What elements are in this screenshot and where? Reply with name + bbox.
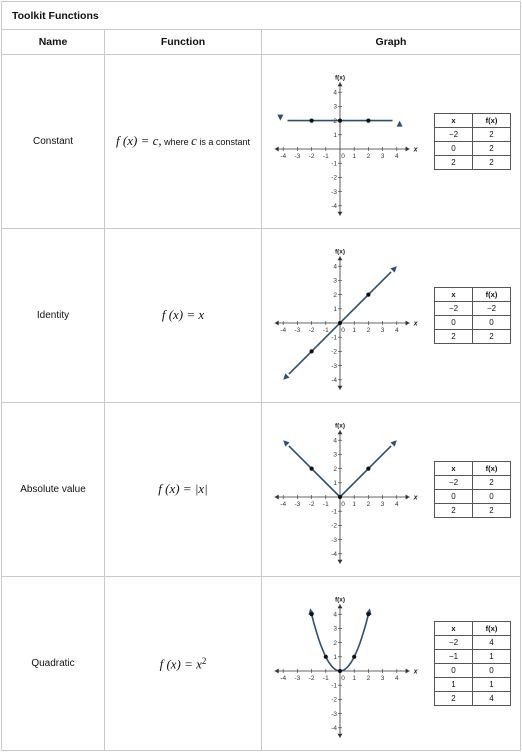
table-row	[2, 55, 521, 229]
values-table	[434, 621, 511, 706]
data-point	[310, 118, 314, 122]
x-tick-label: 3	[380, 326, 385, 334]
x-axis-arrow	[275, 146, 279, 151]
y-tick-label: 4	[333, 611, 337, 618]
x-axis-arrow	[406, 494, 410, 499]
values-row	[435, 692, 511, 706]
x-tick-label: -1	[322, 152, 329, 160]
values-cell: 2	[473, 476, 511, 490]
values-cell: −2	[435, 302, 473, 316]
x-tick-label: -4	[280, 674, 287, 682]
y-tick-label: -1	[331, 508, 337, 515]
values-cell: 0	[435, 664, 473, 678]
y-tick-label: 2	[333, 117, 337, 125]
values-cell: 0	[473, 316, 511, 330]
data-point	[352, 654, 356, 658]
y-tick-label: -2	[331, 522, 337, 530]
x-tick-label: -3	[294, 500, 301, 508]
y-tick-label: -2	[331, 348, 337, 356]
y-tick-label: 2	[333, 291, 337, 299]
table-row	[2, 403, 521, 577]
function-plot	[274, 589, 418, 739]
graph-cell	[262, 403, 521, 577]
x-axis-arrow	[275, 494, 279, 499]
x-tick-label: 4	[394, 326, 399, 334]
values-table	[434, 287, 511, 344]
x-tick-label: -4	[280, 152, 287, 160]
y-tick-label: -2	[331, 696, 337, 704]
values-cell: 0	[435, 142, 473, 156]
graph-cell	[262, 577, 521, 751]
data-point	[324, 654, 328, 658]
x-tick-label: 2	[366, 152, 371, 160]
data-point	[310, 612, 314, 616]
x-axis-arrow	[406, 146, 410, 151]
function-formula	[105, 229, 262, 403]
y-tick-label: 1	[333, 479, 337, 487]
values-header: x	[435, 114, 473, 128]
y-tick-label: 1	[333, 305, 337, 313]
y-tick-label: -3	[331, 536, 337, 544]
x-tick-label: 3	[380, 674, 385, 682]
function-plot	[274, 415, 418, 565]
function-plot	[274, 67, 418, 217]
values-cell: 0	[435, 490, 473, 504]
values-row	[435, 476, 511, 490]
x-tick-label: -4	[280, 326, 287, 334]
data-point	[310, 349, 314, 353]
y-axis-arrow	[338, 604, 343, 608]
x-axis-label: x	[413, 146, 418, 153]
values-cell: 0	[473, 490, 511, 504]
values-row	[435, 128, 511, 142]
y-tick-label: 3	[333, 625, 337, 633]
values-row	[435, 302, 511, 316]
toolkit-functions-table	[1, 1, 521, 751]
values-cell: −2	[435, 128, 473, 142]
curve-arrow	[277, 114, 283, 120]
x-tick-label: 0	[341, 500, 345, 508]
x-tick-label: 1	[352, 152, 357, 160]
values-cell: 2	[473, 330, 511, 344]
x-tick-label: 4	[394, 152, 399, 160]
header-graph: Graph	[262, 30, 521, 55]
y-axis-arrow	[338, 256, 343, 260]
y-tick-label: -1	[331, 160, 337, 167]
formula-exponent: 2	[201, 655, 207, 666]
function-name: Quadratic	[2, 577, 105, 751]
y-tick-label: 4	[333, 263, 337, 270]
y-tick-label: -2	[331, 174, 337, 182]
values-cell: 4	[473, 692, 511, 706]
y-tick-label: 3	[333, 451, 337, 459]
values-row	[435, 650, 511, 664]
values-cell: 0	[435, 316, 473, 330]
values-cell: 2	[473, 128, 511, 142]
x-axis-label: x	[413, 320, 418, 327]
data-point	[366, 612, 370, 616]
x-tick-label: -1	[322, 674, 329, 682]
x-tick-label: 2	[366, 326, 371, 334]
y-axis-label: f(x)	[334, 247, 346, 255]
values-header: f(x)	[473, 288, 511, 302]
y-tick-label: 4	[333, 437, 337, 444]
data-point	[366, 118, 370, 122]
y-axis-arrow	[338, 385, 343, 389]
graph-cell	[262, 55, 521, 229]
values-row	[435, 142, 511, 156]
header-name: Name	[2, 30, 105, 55]
values-cell: 2	[473, 142, 511, 156]
values-header: f(x)	[473, 622, 511, 636]
header-function: Function	[105, 30, 262, 55]
x-tick-label: -1	[322, 500, 329, 508]
values-header: x	[435, 622, 473, 636]
curve-arrow	[283, 373, 289, 379]
y-axis-arrow	[338, 430, 343, 434]
data-point	[310, 466, 314, 470]
x-tick-label: -4	[280, 500, 287, 508]
function-name: Constant	[2, 55, 105, 229]
curve-arrow	[390, 266, 396, 272]
y-tick-label: -4	[331, 724, 337, 732]
y-tick-label: 2	[333, 639, 337, 647]
table-row	[2, 577, 521, 751]
data-point	[338, 320, 342, 324]
y-axis-arrow	[338, 733, 343, 737]
values-cell: −1	[435, 650, 473, 664]
data-point	[366, 292, 370, 296]
values-header: x	[435, 462, 473, 476]
x-tick-label: 3	[380, 500, 385, 508]
table-caption: Toolkit Functions	[2, 2, 521, 30]
y-axis-label: f(x)	[334, 421, 346, 429]
values-cell: 4	[473, 636, 511, 650]
values-row	[435, 664, 511, 678]
values-cell: 1	[473, 650, 511, 664]
data-point	[338, 668, 342, 672]
curve-arrow	[283, 440, 289, 446]
x-tick-label: 0	[341, 674, 345, 682]
values-row	[435, 636, 511, 650]
x-axis-arrow	[275, 668, 279, 673]
values-cell: 2	[473, 504, 511, 518]
x-tick-label: -2	[308, 326, 315, 334]
values-cell: −2	[435, 476, 473, 490]
values-row	[435, 504, 511, 518]
x-axis-arrow	[406, 320, 410, 325]
x-tick-label: -2	[308, 674, 315, 682]
y-tick-label: -1	[331, 334, 337, 341]
values-cell: −2	[473, 302, 511, 316]
formula-c: c	[191, 132, 197, 148]
y-tick-label: 1	[333, 131, 337, 139]
y-tick-label: -3	[331, 362, 337, 370]
curve-arrow	[390, 440, 396, 446]
curve-arrow	[397, 120, 403, 126]
values-cell: 2	[473, 156, 511, 170]
x-tick-label: 3	[380, 152, 385, 160]
data-point	[366, 466, 370, 470]
values-table	[434, 113, 511, 170]
function-name: Identity	[2, 229, 105, 403]
values-cell: 1	[435, 678, 473, 692]
function-formula	[105, 403, 262, 577]
x-tick-label: 0	[341, 152, 345, 160]
values-cell: 2	[435, 692, 473, 706]
y-axis-arrow	[338, 211, 343, 215]
formula-main: f (x) = x	[161, 306, 205, 322]
y-tick-label: -4	[331, 202, 337, 210]
x-tick-label: 1	[352, 326, 357, 334]
values-row	[435, 330, 511, 344]
values-cell: 2	[435, 504, 473, 518]
y-tick-label: -3	[331, 710, 337, 718]
values-cell: 1	[473, 678, 511, 692]
values-row	[435, 156, 511, 170]
x-tick-label: -1	[322, 326, 329, 334]
values-row	[435, 678, 511, 692]
y-tick-label: -3	[331, 188, 337, 196]
x-tick-label: -2	[308, 500, 315, 508]
y-axis-label: f(x)	[334, 595, 346, 603]
y-tick-label: -4	[331, 376, 337, 384]
y-tick-label: 3	[333, 103, 337, 111]
x-tick-label: 1	[352, 500, 357, 508]
x-axis-label: x	[413, 494, 418, 501]
x-tick-label: 4	[394, 674, 399, 682]
formula-main: f (x) = c,	[116, 132, 162, 148]
table-row	[2, 229, 521, 403]
values-header: x	[435, 288, 473, 302]
values-cell: 0	[473, 664, 511, 678]
values-header: f(x)	[473, 462, 511, 476]
x-tick-label: -3	[294, 152, 301, 160]
data-point	[338, 118, 342, 122]
y-axis-label: f(x)	[334, 73, 346, 81]
y-tick-label: 3	[333, 277, 337, 285]
x-tick-label: -3	[294, 674, 301, 682]
x-axis-arrow	[275, 320, 279, 325]
formula-main: f (x) = |x|	[158, 480, 208, 496]
y-tick-label: 2	[333, 465, 337, 473]
y-axis-arrow	[338, 82, 343, 86]
x-tick-label: 0	[341, 326, 345, 334]
x-tick-label: 4	[394, 500, 399, 508]
values-cell: 2	[435, 156, 473, 170]
y-tick-label: -4	[331, 550, 337, 558]
values-row	[435, 316, 511, 330]
y-tick-label: 4	[333, 89, 337, 96]
values-cell: −2	[435, 636, 473, 650]
function-name: Absolute value	[2, 403, 105, 577]
x-tick-label: 1	[352, 674, 357, 682]
values-table	[434, 461, 511, 518]
y-tick-label: 1	[333, 653, 337, 661]
function-formula	[105, 55, 262, 229]
function-plot	[274, 241, 418, 391]
values-header: f(x)	[473, 114, 511, 128]
x-tick-label: 2	[366, 500, 371, 508]
values-row	[435, 490, 511, 504]
x-tick-label: -2	[308, 152, 315, 160]
x-axis-label: x	[413, 668, 418, 675]
x-tick-label: 2	[366, 674, 371, 682]
graph-cell	[262, 229, 521, 403]
x-axis-arrow	[406, 668, 410, 673]
formula-main: f (x) = x	[159, 656, 202, 672]
data-point	[338, 494, 342, 498]
formula-end: is a constant	[196, 136, 250, 147]
formula-tail: where	[161, 136, 192, 147]
y-tick-label: -1	[331, 682, 337, 689]
x-tick-label: -3	[294, 326, 301, 334]
function-formula	[105, 577, 262, 751]
values-cell: 2	[435, 330, 473, 344]
y-axis-arrow	[338, 559, 343, 563]
